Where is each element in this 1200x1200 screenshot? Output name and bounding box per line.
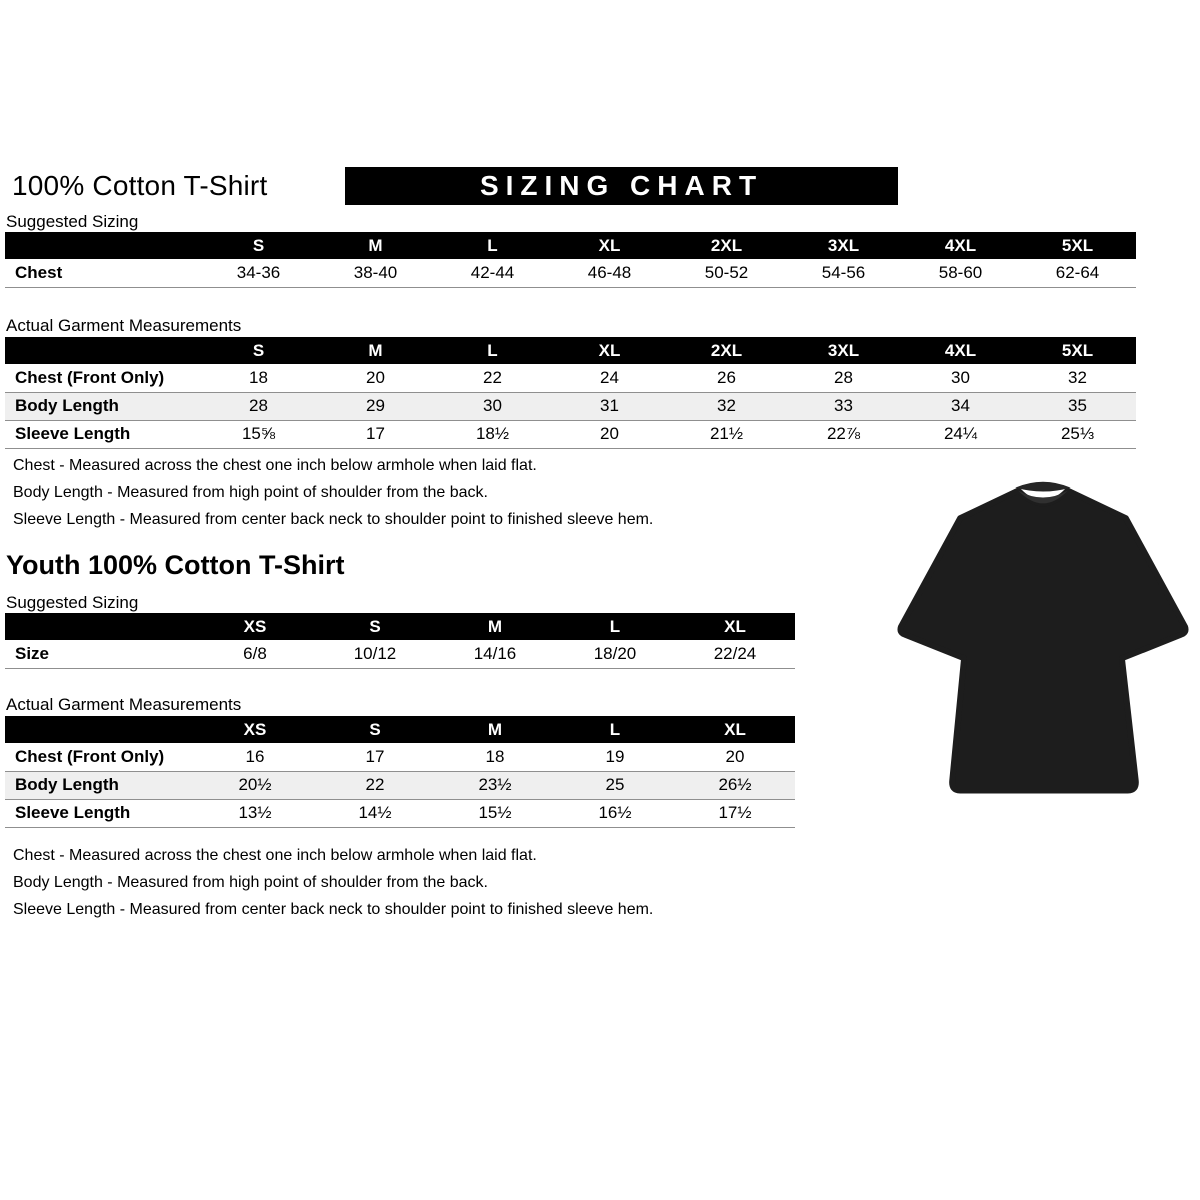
cell: 32: [1019, 364, 1136, 392]
corner-header: [5, 337, 200, 364]
youth-suggested-sizing-table: [5, 613, 795, 669]
size-column-header: L: [555, 716, 675, 743]
youth-notes: [13, 846, 833, 927]
size-column-header: 3XL: [785, 232, 902, 259]
size-column-header: M: [435, 613, 555, 640]
table-row: [5, 364, 1136, 392]
size-column-header: XL: [551, 337, 668, 364]
black-tshirt-image: [895, 478, 1191, 810]
cell: 17½: [675, 799, 795, 827]
size-column-header: L: [434, 232, 551, 259]
header-row: [5, 337, 1136, 364]
cell: 22: [315, 771, 435, 799]
cell: 24: [551, 364, 668, 392]
size-column-header: S: [200, 337, 317, 364]
cell: 20: [675, 743, 795, 771]
size-column-header: L: [434, 337, 551, 364]
cell: 31: [551, 392, 668, 420]
adult-notes: [13, 456, 833, 537]
youth-actual-measurements-label: Actual Garment Measurements: [6, 695, 242, 714]
table-row: [5, 392, 1136, 420]
cell: 23½: [435, 771, 555, 799]
corner-header: [5, 613, 195, 640]
size-column-header: XS: [195, 613, 315, 640]
cell: 33: [785, 392, 902, 420]
cell: 20: [317, 364, 434, 392]
youth-actual-measurements-table: [5, 716, 795, 828]
size-column-header: M: [435, 716, 555, 743]
cell: 46-48: [551, 259, 668, 287]
adult-suggested-sizing-label: Suggested Sizing: [6, 212, 139, 231]
cell: 21½: [668, 420, 785, 448]
size-column-header: XL: [551, 232, 668, 259]
cell: 22/24: [675, 640, 795, 668]
cell: 28: [785, 364, 902, 392]
header-row: [5, 613, 795, 640]
cell: 18: [200, 364, 317, 392]
cell: 20½: [195, 771, 315, 799]
cell: 34-36: [200, 259, 317, 287]
size-column-header: 2XL: [668, 232, 785, 259]
size-column-header: 4XL: [902, 232, 1019, 259]
cell: 13½: [195, 799, 315, 827]
note-body-length: Body Length - Measured from high point of shoulder from the back.: [13, 874, 488, 891]
row-label: Chest: [5, 259, 200, 287]
row-label: Body Length: [5, 771, 195, 799]
note-sleeve-length: Sleeve Length - Measured from center back neck to shoulder point to finished sleeve hem.: [13, 901, 654, 918]
cell: 28: [200, 392, 317, 420]
cell: 17: [317, 420, 434, 448]
size-column-header: 4XL: [902, 337, 1019, 364]
adult-suggested-sizing-table: [5, 232, 1136, 288]
youth-suggested-sizing-label: Suggested Sizing: [6, 593, 139, 612]
size-column-header: XL: [675, 613, 795, 640]
size-column-header: 2XL: [668, 337, 785, 364]
table-row: [5, 799, 795, 827]
youth-page-title: Youth 100% Cotton T-Shirt: [6, 550, 345, 580]
adult-actual-measurements-table: [5, 337, 1136, 449]
cell: 22⅞: [785, 420, 902, 448]
header-row: [5, 232, 1136, 259]
cell: 25: [555, 771, 675, 799]
cell: 19: [555, 743, 675, 771]
cell: 26½: [675, 771, 795, 799]
size-column-header: S: [315, 613, 435, 640]
cell: 54-56: [785, 259, 902, 287]
size-column-header: XL: [675, 716, 795, 743]
size-column-header: 5XL: [1019, 337, 1136, 364]
sizing-chart-banner-text: SIZING CHART: [479, 170, 764, 201]
cell: 22: [434, 364, 551, 392]
cell: 14½: [315, 799, 435, 827]
cell: 18½: [434, 420, 551, 448]
row-label: Body Length: [5, 392, 200, 420]
cell: 32: [668, 392, 785, 420]
table-row: [5, 771, 795, 799]
size-column-header: XS: [195, 716, 315, 743]
note-chest: Chest - Measured across the chest one inch below armhole when laid flat.: [13, 457, 537, 474]
cell: 38-40: [317, 259, 434, 287]
cell: 35: [1019, 392, 1136, 420]
row-label: Sleeve Length: [5, 420, 200, 448]
size-column-header: L: [555, 613, 675, 640]
size-column-header: 5XL: [1019, 232, 1136, 259]
corner-header: [5, 232, 200, 259]
row-label: Sleeve Length: [5, 799, 195, 827]
cell: 14/16: [435, 640, 555, 668]
cell: 30: [902, 364, 1019, 392]
table-row: [5, 420, 1136, 448]
cell: 26: [668, 364, 785, 392]
corner-header: [5, 716, 195, 743]
size-column-header: M: [317, 232, 434, 259]
cell: 58-60: [902, 259, 1019, 287]
cell: 16½: [555, 799, 675, 827]
cell: 34: [902, 392, 1019, 420]
cell: 25⅓: [1019, 420, 1136, 448]
cell: 50-52: [668, 259, 785, 287]
cell: 10/12: [315, 640, 435, 668]
cell: 20: [551, 420, 668, 448]
sizing-chart-banner: [345, 167, 898, 205]
table-row: [5, 259, 1136, 287]
note-body-length: Body Length - Measured from high point of shoulder from the back.: [13, 484, 488, 501]
cell: 42-44: [434, 259, 551, 287]
adult-actual-measurements-label: Actual Garment Measurements: [6, 316, 242, 335]
header-row: [5, 716, 795, 743]
row-label: Size: [5, 640, 195, 668]
cell: 15½: [435, 799, 555, 827]
row-label: Chest (Front Only): [5, 743, 195, 771]
cell: 6/8: [195, 640, 315, 668]
cell: 30: [434, 392, 551, 420]
cell: 16: [195, 743, 315, 771]
cell: 62-64: [1019, 259, 1136, 287]
table-row: [5, 743, 795, 771]
table-row: [5, 640, 795, 668]
cell: 15⅝: [200, 420, 317, 448]
row-label: Chest (Front Only): [5, 364, 200, 392]
size-column-header: S: [200, 232, 317, 259]
cell: 29: [317, 392, 434, 420]
cell: 24¼: [902, 420, 1019, 448]
note-sleeve-length: Sleeve Length - Measured from center back neck to shoulder point to finished sleeve hem.: [13, 511, 654, 528]
cell: 17: [315, 743, 435, 771]
page-title: 100% Cotton T-Shirt: [12, 170, 268, 201]
note-chest: Chest - Measured across the chest one inch below armhole when laid flat.: [13, 847, 537, 864]
size-column-header: S: [315, 716, 435, 743]
size-column-header: M: [317, 337, 434, 364]
cell: 18: [435, 743, 555, 771]
size-column-header: 3XL: [785, 337, 902, 364]
cell: 18/20: [555, 640, 675, 668]
